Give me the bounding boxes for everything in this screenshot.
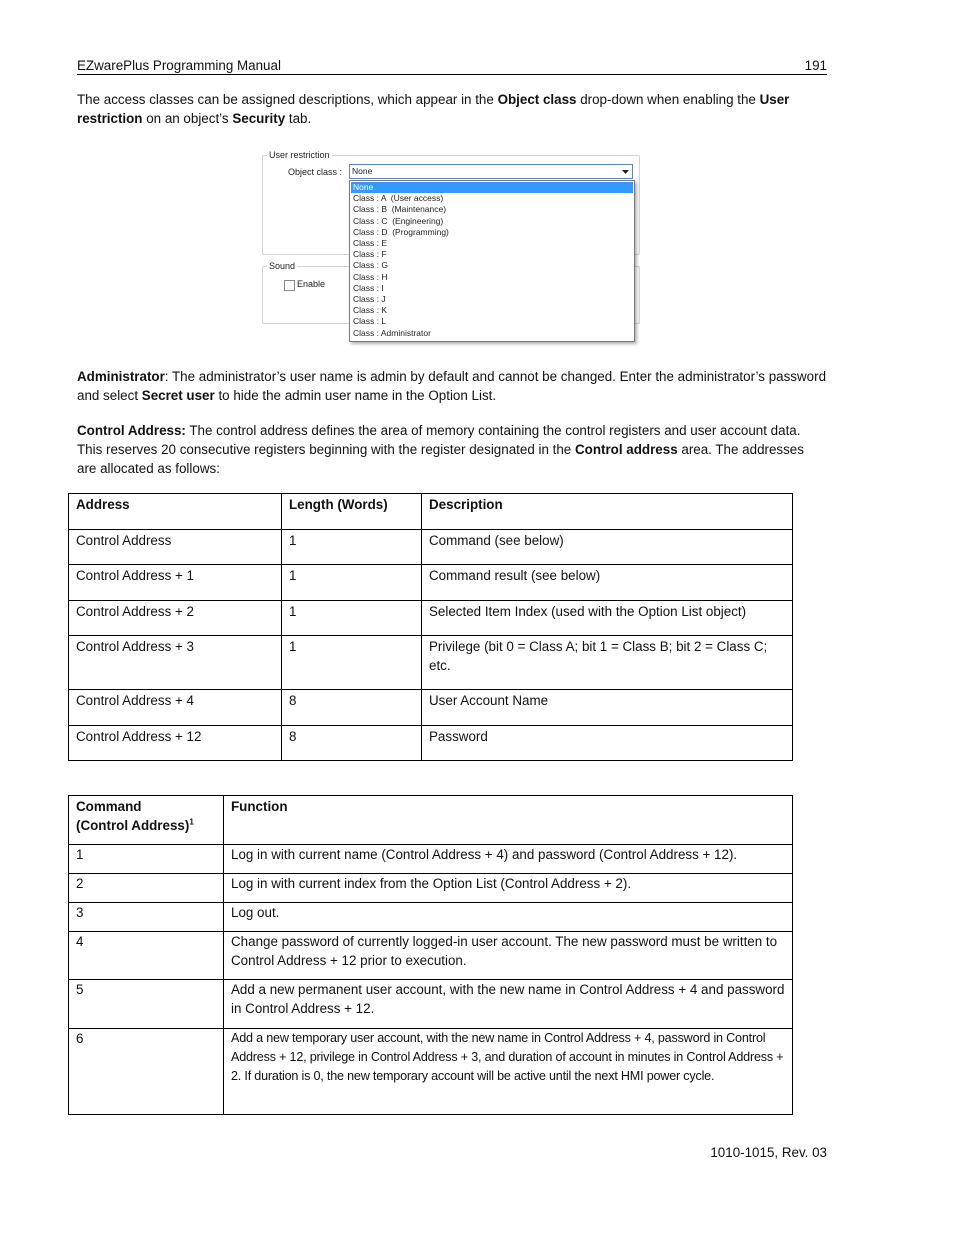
footnote-marker: 1: [189, 817, 194, 827]
dropdown-option[interactable]: Class : B (Maintenance): [353, 204, 447, 215]
table-cell: Password: [422, 726, 793, 761]
table-row: [69, 932, 793, 980]
admin-bold-administrator: Administrator: [77, 369, 165, 384]
intro-text-4: tab.: [285, 111, 312, 126]
dropdown-option[interactable]: Class : C (Engineering): [353, 215, 444, 226]
control-text-2: area. The addresses are allocated as follows:: [77, 442, 804, 476]
table-row: [69, 690, 793, 726]
security-dialog-screenshot: [262, 150, 640, 345]
table-cell: User Account Name: [422, 690, 793, 726]
header-rule: [77, 74, 827, 75]
object-class-label: Object class :: [288, 167, 343, 177]
dropdown-option[interactable]: Class : I: [353, 282, 384, 293]
dropdown-option[interactable]: Class : A (User access): [353, 193, 444, 204]
column-header-command: [69, 796, 224, 845]
table-cell: Change password of currently logged-in user account. The new password must be written to Control Address + 12 prior to execution.: [224, 932, 793, 980]
user-restriction-title: User restriction: [269, 150, 330, 160]
control-address-paragraph: [77, 421, 827, 478]
intro-text-2: drop-down when enabling the: [576, 92, 760, 107]
table-cell: Selected Item Index (used with the Option List object): [422, 601, 793, 636]
table-cell: 1: [282, 601, 422, 636]
table-header-row: [69, 494, 793, 530]
table-cell: Add a new permanent user account, with the new name in Control Address + 4 and password in Control Address + 12.: [224, 980, 793, 1029]
table-cell: Control Address + 1: [69, 565, 282, 601]
table-cell: 1: [282, 636, 422, 690]
table-cell: Control Address + 4: [69, 690, 282, 726]
table-row: [69, 845, 793, 874]
admin-bold-secret-user: Secret user: [141, 388, 215, 403]
table-row: [69, 636, 793, 690]
column-header: Description: [422, 494, 793, 530]
dropdown-option[interactable]: Class : L: [353, 316, 387, 327]
table-cell: 1: [282, 565, 422, 601]
table-header-row: [69, 796, 793, 845]
footer-doc-number: 1010-1015, Rev. 03: [710, 1145, 827, 1160]
dropdown-option[interactable]: Class : H: [353, 271, 388, 282]
dropdown-option[interactable]: Class : G: [353, 260, 388, 271]
dropdown-option[interactable]: Class : D (Programming): [353, 226, 449, 237]
control-bold-control-address: Control address: [574, 442, 678, 457]
dropdown-option[interactable]: Class : Administrator: [353, 327, 431, 338]
sound-title: Sound: [269, 261, 296, 271]
chevron-down-icon[interactable]: [620, 166, 631, 177]
intro-paragraph: [77, 90, 827, 128]
table-row: [69, 726, 793, 761]
enable-label: Enable: [297, 279, 326, 289]
table-cell: 1: [282, 530, 422, 565]
address-table: [68, 493, 793, 761]
table-cell: Control Address + 3: [69, 636, 282, 690]
table-cell: 8: [282, 726, 422, 761]
dropdown-option[interactable]: Class : F: [353, 249, 387, 260]
dropdown-option[interactable]: Class : E: [353, 238, 388, 248]
object-class-value: None: [352, 166, 373, 176]
enable-checkbox[interactable]: [284, 280, 295, 291]
object-class-dropdown-list[interactable]: [349, 180, 635, 342]
table-cell: 4: [69, 932, 224, 980]
table-cell: Log in with current name (Control Address + 4) and password (Control Address + 12).: [224, 845, 793, 874]
intro-bold-user-restriction: User restriction: [77, 92, 790, 126]
column-header: Address: [69, 494, 282, 530]
column-header: Length (Words): [282, 494, 422, 530]
table-cell: Add a new temporary user account, with the new name in Control Address + 4, password in Control Address + 12, privilege in Control Address + 3, and duration of account in minutes in Control Address + 2. If duration is 0, the new temporary account will be active until the next HMI power cycle.: [224, 1029, 793, 1115]
table-row: [69, 530, 793, 565]
table-cell: Control Address + 2: [69, 601, 282, 636]
table-cell: Log in with current index from the Option List (Control Address + 2).: [224, 874, 793, 903]
table-cell: Control Address: [69, 530, 282, 565]
administrator-paragraph: [77, 367, 827, 405]
table-cell: 3: [69, 903, 224, 932]
admin-text-2: to hide the admin user name in the Option List.: [214, 388, 497, 403]
table-row: [69, 903, 793, 932]
column-header-function: Function: [224, 796, 793, 845]
table-cell: Log out.: [224, 903, 793, 932]
control-text-1: The control address defines the area of memory containing the control registers and user account data. This reserves 20 consecutive registers beginning with the register designated in the: [77, 423, 801, 457]
intro-bold-object-class: Object class: [497, 92, 577, 107]
object-class-select[interactable]: [349, 164, 633, 179]
page-number: 191: [804, 58, 827, 73]
table-cell: 5: [69, 980, 224, 1029]
table-cell: Privilege (bit 0 = Class A; bit 1 = Class B; bit 2 = Class C; etc.: [422, 636, 793, 690]
table-cell: 8: [282, 690, 422, 726]
command-header-line1: Command: [76, 799, 142, 814]
dropdown-option[interactable]: None: [351, 182, 633, 193]
table-cell: 2: [69, 874, 224, 903]
intro-bold-security: Security: [232, 111, 286, 126]
table-cell: 1: [69, 845, 224, 874]
table-row: [69, 980, 793, 1029]
control-bold-label: Control Address:: [77, 423, 186, 438]
dropdown-option[interactable]: Class : J: [353, 294, 386, 304]
header-title: EZwarePlus Programming Manual: [77, 58, 281, 73]
table-row: [69, 874, 793, 903]
table-row: [69, 1029, 793, 1115]
command-table: [68, 795, 793, 1115]
intro-text-1: The access classes can be assigned descriptions, which appear in the: [77, 92, 498, 107]
table-row: [69, 565, 793, 601]
table-cell: Command (see below): [422, 530, 793, 565]
dropdown-option[interactable]: Class : K: [353, 305, 388, 316]
table-cell: Command result (see below): [422, 565, 793, 601]
command-header-line2: (Control Address): [76, 818, 190, 833]
table-row: [69, 601, 793, 636]
admin-text-1: : The administrator’s user name is admin by default and cannot be changed. Enter the administrator’s password and select: [77, 369, 827, 403]
table-cell: 6: [69, 1029, 224, 1115]
intro-text-3: on an object’s: [142, 111, 233, 126]
table-cell: Control Address + 12: [69, 726, 282, 761]
